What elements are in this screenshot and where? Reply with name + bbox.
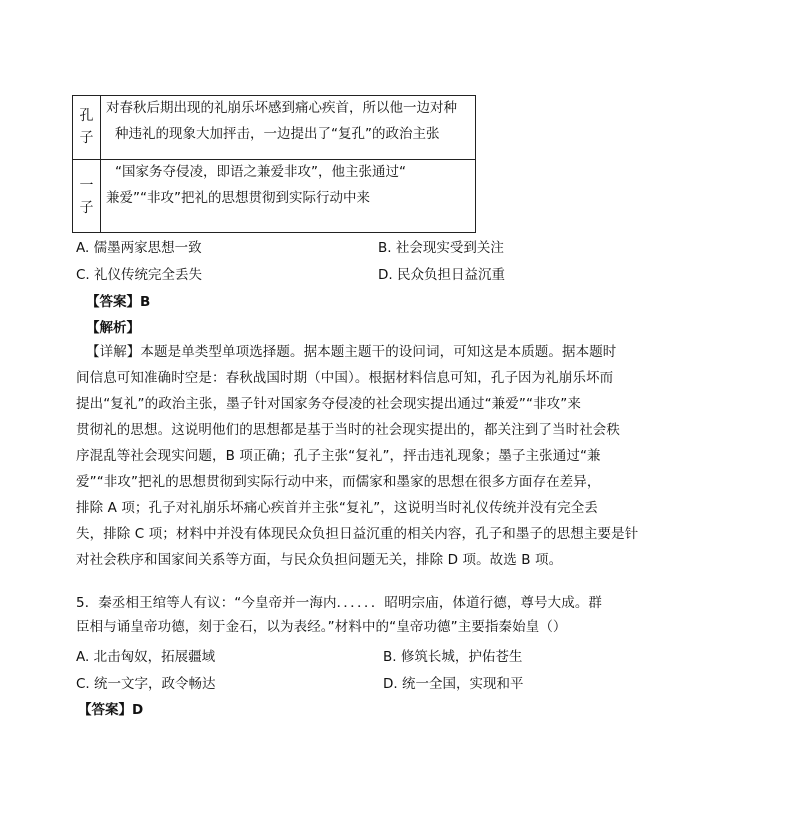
q4-detail-line: 贯彻礼的思想。这说明他们的思想都是基于当时的社会现实提出的，都关注到了当时社会秩 [76,422,620,438]
name-char: 一 [79,178,94,194]
q4-detail-line: 排除 A 项；孔子对礼崩乐坏痛心疾首并主张“复礼”，这说明当时礼仪传统并没有完全丢 [76,500,598,516]
name-char: 孔 [79,108,94,124]
q4-detail-line: 【详解】本题是单类型单项选择题。据本题主题干的设问词，可知这是本质题。据本题时 [86,344,617,360]
row-text-line: 种违礼的现象大加抨击，一边提出了“复孔”的政治主张 [115,126,440,142]
q5-stem-line: 臣相与诵皇帝功德，刻于金石，以为表经。”材料中的“皇帝功德”主要指秦始皇（） [76,619,567,635]
q4-option-d: D. 民众负担日益沉重 [378,267,505,283]
q4-option-c: C. 礼仪传统完全丢失 [76,267,203,283]
q4-detail-line: 爱”“非攻”把礼的思想贯彻到实际行动中来，而儒家和墨家的思想在很多方面存在差异， [76,474,601,490]
q4-detail-line: 序混乱等社会现实问题，B 项正确；孔子主张“复礼”，抨击违礼现象；墨子主张通过“兼 [76,448,601,464]
table-row [73,96,475,160]
name-char: 子 [79,130,94,146]
q5-answer: 【答案】D [78,702,144,718]
q4-detail-line: 间信息可知准确时空是：春秋战国时期（中国）。根据材料信息可知，孔子因为礼崩乐坏而 [76,370,614,386]
row-text-line: 对春秋后期出现的礼崩乐坏感到痛心疾首，所以他一边对种 [106,100,457,116]
q5-option-a: A. 北击匈奴，拓展疆域 [76,649,216,665]
row-name [73,175,100,219]
row-text-line: “国家务夺侵凌，即语之兼爱非攻”，他主张通过“ [115,164,406,180]
q4-detail-line: 对社会秩序和国家间关系等方面，与民众负担问题无关，排除 D 项。故选 B 项。 [76,552,563,568]
q4-option-a: A. 儒墨两家思想一致 [76,240,202,256]
q5-stem-line: 5．秦丞相王绾等人有议：“今皇帝并一海内．．．．．．昭明宗庙，体道行德，尊号大成。群 [76,595,603,611]
q4-option-b: B. 社会现实受到关注 [378,240,504,256]
q4-detail-line: 失，排除 C 项；材料中并没有体现民众负担日益沉重的相关内容，孔子和墨子的思想主要是针 [76,526,639,542]
q4-detail-line: 提出“复礼”的政治主张，墨子针对国家务夺侵凌的社会现实提出通过“兼爱”“非攻”来 [76,396,581,412]
q5-option-c: C. 统一文字，政令畅达 [76,676,216,692]
table-row [73,159,475,233]
row-text-line: 兼爱”“非攻”把礼的思想贯彻到实际行动中来 [106,190,370,206]
comparison-table [72,95,476,233]
row-name [73,105,100,149]
q4-analysis-label: 【解析】 [86,320,140,336]
name-char: 子 [79,200,94,216]
q5-option-b: B. 修筑长城，护佑苍生 [383,649,523,665]
q5-option-d: D. 统一全国，实现和平 [383,676,524,692]
q4-answer: 【答案】B [86,294,151,310]
